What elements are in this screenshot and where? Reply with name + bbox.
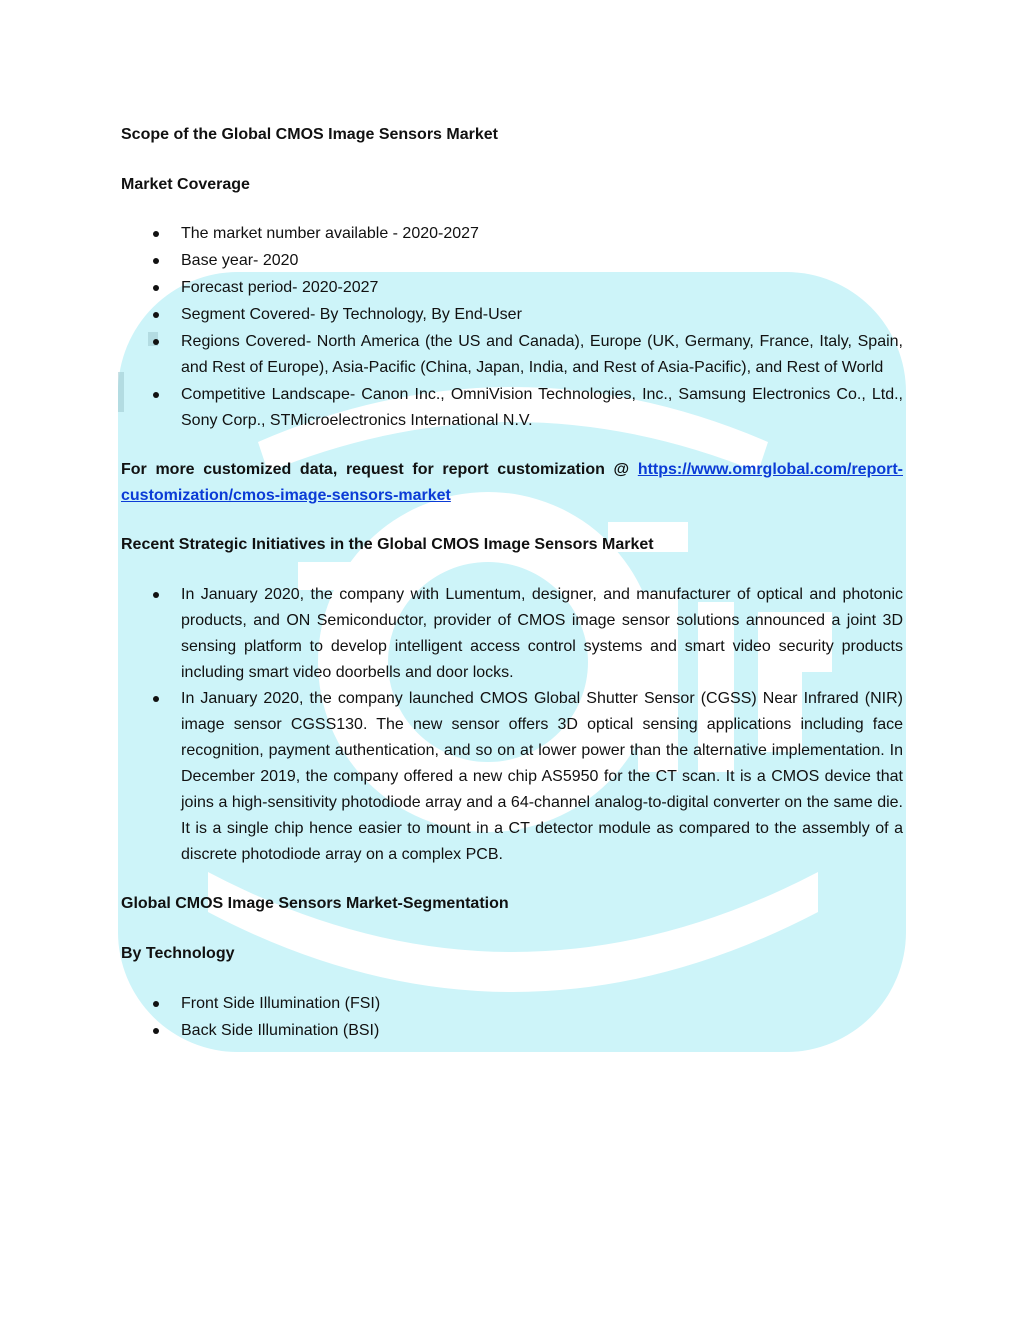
list-item: Base year- 2020 [121,248,903,274]
initiatives-list [121,582,903,868]
market-coverage-list [121,221,903,434]
report-customization-link[interactable]: https://www.omrglobal.com/report-customization/cmos-image-sensors-market [121,461,903,504]
list-item: The market number available - 2020-2027 [121,221,903,247]
bullet-icon [153,312,159,318]
segmentation-title: Global CMOS Image Sensors Market-Segmentation [121,895,509,912]
list-item: Regions Covered- North America (the US and Canada), Europe (UK, Germany, France, Italy, Spain, and Rest of Europe), Asia-Pacific (China, Japan, India, and Rest of Asia-Pacific), and Rest of World [121,329,903,381]
list-item: In January 2020, the company with Lumentum, designer, and manufacturer of optical and photonic products, and ON Semiconductor, provider of CMOS image sensor solutions announced a joint 3D sensing platform to develop intelligent access control systems and smart video security products including smart video doorbells and door locks. [121,582,903,686]
document-page [121,122,903,1044]
bullet-icon [153,258,159,264]
list-item: Segment Covered- By Technology, By End-User [121,302,903,328]
bullet-icon [153,392,159,398]
list-item: Back Side Illumination (BSI) [121,1018,903,1044]
list-item: Front Side Illumination (FSI) [121,991,903,1017]
bullet-icon [153,592,159,598]
scope-title: Scope of the Global CMOS Image Sensors Market [121,126,498,143]
bullet-icon [153,1001,159,1007]
bullet-icon [153,1028,159,1034]
market-coverage-heading: Market Coverage [121,176,250,193]
bullet-icon [153,696,159,702]
customization-request: For more customized data, request for report customization @ https://www.omrglobal.com/report-customization/cmos-image-sensors-market [121,461,903,504]
technology-list [121,991,903,1044]
bullet-icon [153,285,159,291]
list-item: Competitive Landscape- Canon Inc., OmniVision Technologies, Inc., Samsung Electronics Co., Ltd., Sony Corp., STMicroelectronics International N.V. [121,382,903,434]
bullet-icon [153,231,159,237]
initiatives-title: Recent Strategic Initiatives in the Global CMOS Image Sensors Market [121,536,654,553]
list-item: Forecast period- 2020-2027 [121,275,903,301]
list-item: In January 2020, the company launched CMOS Global Shutter Sensor (CGSS) Near Infrared (NIR) image sensor CGSS130. The new sensor offers 3D optical sensing applications including face recognition, payment authentication, and so on at lower power than the alternative implementation. In December 2019, the company offered a new chip AS5950 for the CT scan. It is a CMOS device that joins a high-sensitivity photodiode array and a 64-channel analog-to-digital converter on the same die. It is a single chip hence easier to mount in a CT detector module as compared to the assembly of a discrete photodiode array on a complex PCB. [121,686,903,868]
by-technology-heading: By Technology [121,945,235,962]
bullet-icon [153,339,159,345]
